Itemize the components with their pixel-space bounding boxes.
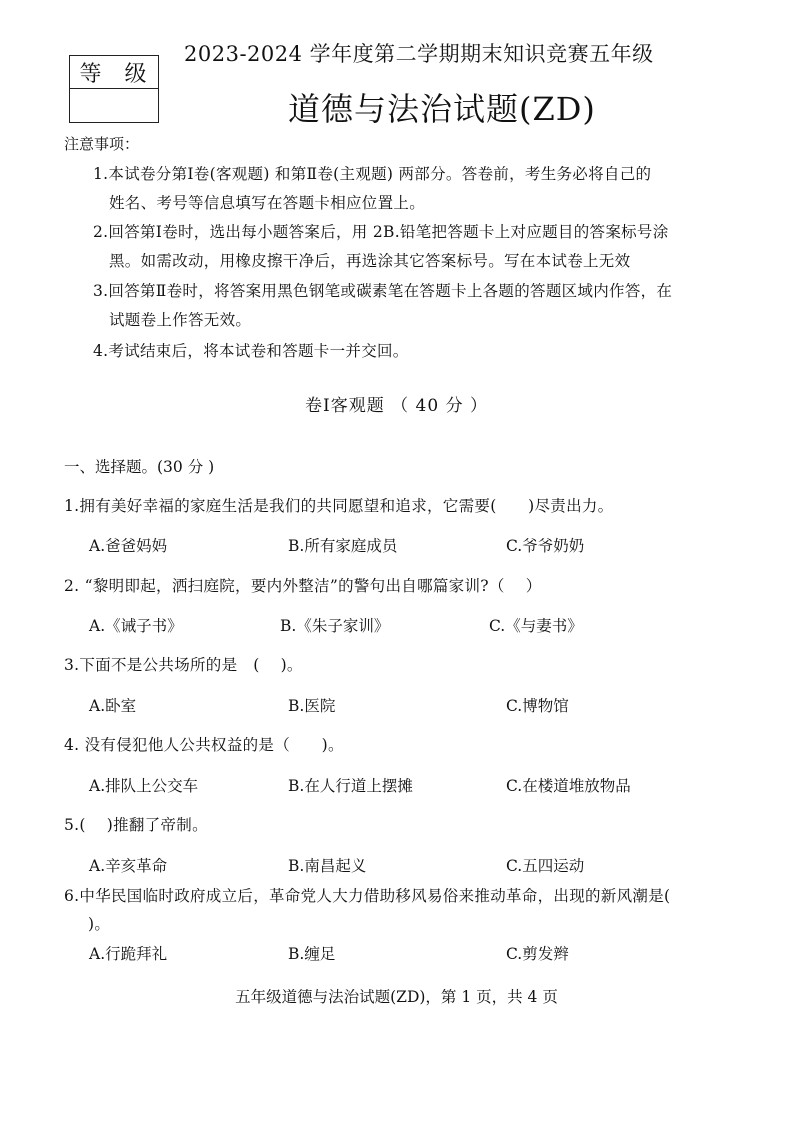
grade-box — [69, 55, 159, 123]
notice-line: 黑。如需改动，用橡皮擦干净后，再选涂其它答案标号。写在本试卷上无效 — [109, 252, 631, 270]
option-a: A.爸爸妈妈 — [89, 537, 168, 555]
option-b: B.《朱子家训》 — [280, 617, 390, 635]
option-a: A.行跪拜礼 — [89, 945, 168, 963]
option-b: B.南昌起义 — [288, 857, 367, 875]
notice-line: 3.回答第Ⅱ卷时，将答案用黑色钢笔或碳素笔在答题卡上各题的答题区域内作答，在 — [93, 282, 673, 300]
part-heading: 一、选择题。(30 分 ) — [64, 458, 215, 476]
option-c: C.《与妻书》 — [489, 617, 583, 635]
option-c: C.剪发辫 — [506, 945, 569, 963]
option-b: B.在人行道上摆摊 — [288, 777, 413, 795]
notice-line: 试题卷上作答无效。 — [109, 311, 252, 329]
notice-line: 2.回答第Ⅰ卷时，选出每小题答案后，用 2B.铅笔把答题卡上对应题目的答案标号涂 — [93, 223, 669, 241]
notice-line: 1.本试卷分第Ⅰ卷(客观题) 和第Ⅱ卷(主观题) 两部分。答卷前，考生务必将自己的 — [93, 165, 652, 183]
question-stem: 4. 没有侵犯他人公共权益的是（ )。 — [64, 736, 344, 754]
page-footer: 五年级道德与法治试题(ZD)，第 1 页，共 4 页 — [235, 988, 558, 1006]
option-b: B.所有家庭成员 — [288, 537, 398, 555]
section-title: 卷Ⅰ客观题 （ 40 分 ） — [305, 396, 488, 416]
option-b: B.医院 — [288, 697, 336, 715]
option-c: C.在楼道堆放物品 — [506, 777, 631, 795]
notice-heading: 注意事项： — [64, 135, 140, 153]
option-c: C.爷爷奶奶 — [506, 537, 585, 555]
question-stem: 1.拥有美好幸福的家庭生活是我们的共同愿望和追求，它需要( )尽责出力。 — [64, 497, 614, 515]
option-b: B.缠足 — [288, 945, 336, 963]
option-c: C.博物馆 — [506, 697, 569, 715]
question-stem: 3.下面不是公共场所的是 ( )。 — [64, 656, 303, 674]
option-a: A.排队上公交车 — [89, 777, 199, 795]
question-stem: 5.( )推翻了帝制。 — [64, 816, 208, 834]
option-a: A.卧室 — [89, 697, 137, 715]
notice-line: 姓名、考号等信息填写在答题卡相应位置上。 — [109, 194, 426, 212]
question-stem: 2. “黎明即起，洒扫庭院，要内外整洁”的警句出自哪篇家训?（ ） — [64, 577, 542, 595]
exam-title-line1: 2023-2024 学年度第二学期期末知识竞赛五年级 — [184, 42, 654, 66]
question-stem-continued: )。 — [88, 915, 111, 933]
grade-label: 等 级 — [70, 56, 158, 89]
option-c: C.五四运动 — [506, 857, 585, 875]
question-stem: 6.中华民国临时政府成立后，革命党人大力借助移风易俗来推动革命，出现的新风潮是( — [64, 887, 671, 905]
option-a: A.辛亥革命 — [89, 857, 168, 875]
exam-title-line2: 道德与法治试题(ZD) — [288, 90, 596, 128]
notice-line: 4.考试结束后，将本试卷和答题卡一并交回。 — [93, 342, 409, 360]
option-a: A.《诫子书》 — [89, 617, 183, 635]
